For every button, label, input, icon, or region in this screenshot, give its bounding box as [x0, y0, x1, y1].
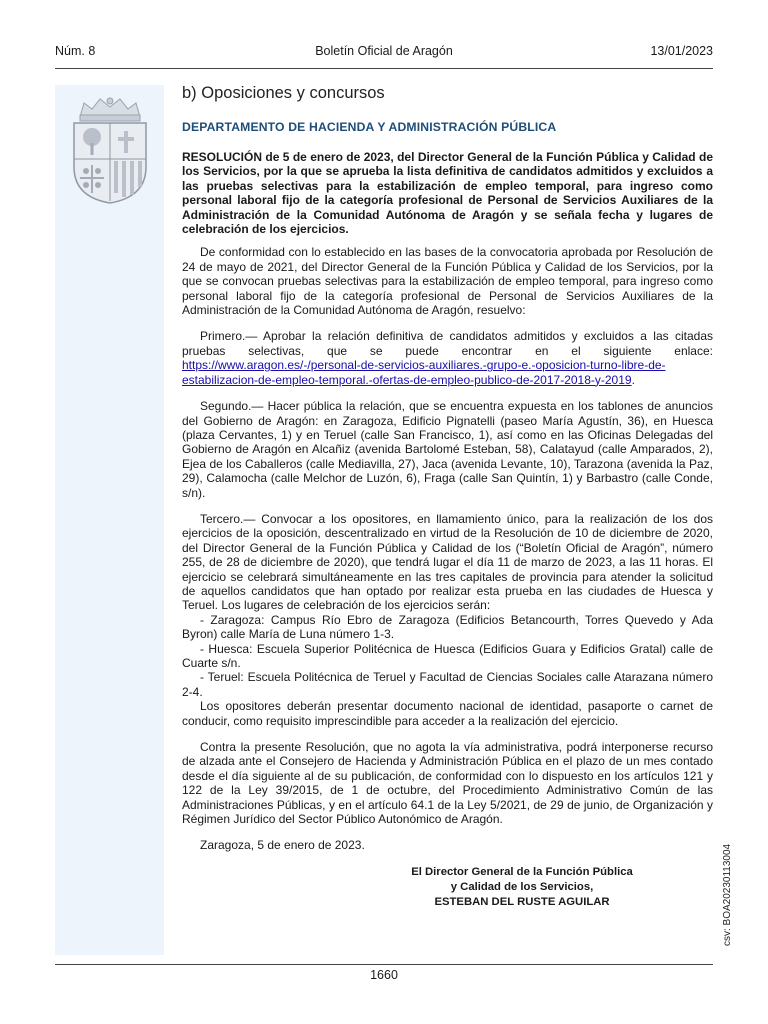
signature-line-2: y Calidad de los Servicios,: [450, 880, 594, 893]
department-heading: DEPARTAMENTO DE HACIENDA Y ADMINISTRACIÓN PÚBLICA: [182, 120, 557, 134]
id-requirement-paragraph: Los opositores deberán presentar documento nacional de identidad, pasaporte o carnet de conducir, como requisito imprescindible para acceder a la realización del ejercicio.: [182, 699, 713, 728]
header-rule: [55, 68, 713, 69]
page-header: [55, 44, 713, 64]
location-zaragoza: - Zaragoza: Campus Río Ebro de Zaragoza (Edificios Betancourth, Torres Quevedo y Ada Byron) calle María de Luna número 1-3.: [182, 612, 713, 642]
tercero-paragraph: Tercero.— Convocar a los opositores, en llamamiento único, para la realización de los dos ejercicios de la oposición, descentralizado en virtud de la Resolución de 10 de diciembre de 2020, del Director General de la Función Pública y Calidad de los (“Boletín Oficial de Aragón”, número 255, de 28 de diciembre de 2020), que tendrá lugar el día 11 de marzo de 2023, a las 11 horas. El ejercicio se celebrará simultáneamente en las tres capitales de provincia para atender la solicitud de aquellos candidatos que han optado por realizar esta prueba en las ciudades de Huesca y Teruel. Los lugares de celebración de los ejercicios serán:: [182, 511, 713, 613]
signature-line-1: El Director General de la Función Pública: [411, 865, 633, 878]
aragon-coat-of-arms-icon: [66, 93, 154, 205]
section-title: b) Oposiciones y concursos: [182, 84, 385, 102]
signature-name: ESTEBAN DEL RUSTE AGUILAR: [434, 895, 610, 908]
primero-paragraph: [182, 329, 713, 387]
primero-end: .: [631, 372, 635, 387]
publication-title: Boletín Oficial de Aragón: [315, 44, 453, 58]
primero-text: Primero.— Aprobar la relación definitiva de candidatos admitidos y excluidos a las citadas pruebas selectivas, que se puede encontrar en el siguiente enlace:: [182, 329, 713, 358]
publication-date: 13/01/2023: [650, 44, 713, 58]
footer-rule: [55, 964, 713, 965]
signature-block: [382, 865, 662, 910]
location-teruel: - Teruel: Escuela Politécnica de Teruel y Facultad de Ciencias Sociales calle Atarazana número 2-4.: [182, 670, 713, 699]
intro-paragraph: De conformidad con lo establecido en las bases de la convocatoria aprobada por Resolución de 24 de mayo de 2021, del Director General de la Función Pública y Calidad de los Servicios, por la que se convocan pruebas selectivas para la estabilización de empleo temporal, para ingreso como personal laboral fijo de la categoría profesional de Personal de Servicios Auxiliares de la Administración de la Comunidad Autónoma de Aragón, resuelvo:: [182, 245, 713, 318]
appeal-paragraph: Contra la presente Resolución, que no agota la vía administrativa, podrá interponerse recurso de alzada ante el Consejero de Hacienda y Administración Pública en el plazo de un mes contado desde el día siguiente al de su publicación, de conformidad con lo dispuesto en los artículos 121 y 122 de la Ley 39/2015, de 1 de octubre, del Procedimiento Administrativo Común de las Administraciones Públicas, y en el artículo 64.1 de la Ley 5/2021, de 29 de junio, de Organización y Régimen Jurídico del Sector Público Autonómico de Aragón.: [182, 740, 713, 827]
csv-code: csv: BOA20230113004: [722, 843, 733, 946]
page-number: 1660: [370, 968, 398, 982]
segundo-paragraph: Segundo.— Hacer pública la relación, que se encuentra expuesta en los tablones de anuncios del Gobierno de Aragón: en Zaragoza, Edificio Pignatelli (paseo María Agustín, 36), en Huesca (plaza Cervantes, 1) y en Teruel (calle San Francisco, 1), así como en las Oficinas Delegadas del Gobierno de Aragón en Alcañiz (avenida Bartolomé Esteban, 58), Calatayud (calle Amparados, 2), Ejea de los Caballeros (calle Mediavilla, 27), Jaca (avenida Levante, 10), Tarazona (avenida la Paz, 29), Calamocha (calle Melchor de Luzón, 6), Fraga (calle San Quintín, 1) y Barbastro (calle Conde, s/n).: [182, 399, 713, 500]
place-date: Zaragoza, 5 de enero de 2023.: [200, 838, 365, 853]
bulletin-number: Núm. 8: [55, 44, 96, 58]
resolution-title: RESOLUCIÓN de 5 de enero de 2023, del Director General de la Función Pública y Calidad de los Servicios, por la que se aprueba la lista definitiva de candidatos admitidos y excluidos a las pruebas selectivas para la estabilización de empleo temporal, para ingreso como personal laboral fijo de la categoría profesional de Personal de Servicios Auxiliares de la Administración de la Comunidad Autónoma de Aragón y se señala fecha y lugares de celebración de los ejercicios.: [182, 150, 713, 237]
candidates-list-link[interactable]: https://www.aragon.es/-/personal-de-servicios-auxiliares.-grupo-e.-oposicion-turno-libre-de-estabilizacion-de-empleo-temporal.-ofertas-de-empleo-publico-de-2017-2018-y-2019: [182, 358, 666, 387]
location-huesca: - Huesca: Escuela Superior Politécnica de Huesca (Edificios Guara y Edificios Gratal) calle de Cuarte s/n.: [182, 641, 713, 670]
left-sidebar: [55, 85, 164, 955]
main-content: [182, 84, 713, 910]
